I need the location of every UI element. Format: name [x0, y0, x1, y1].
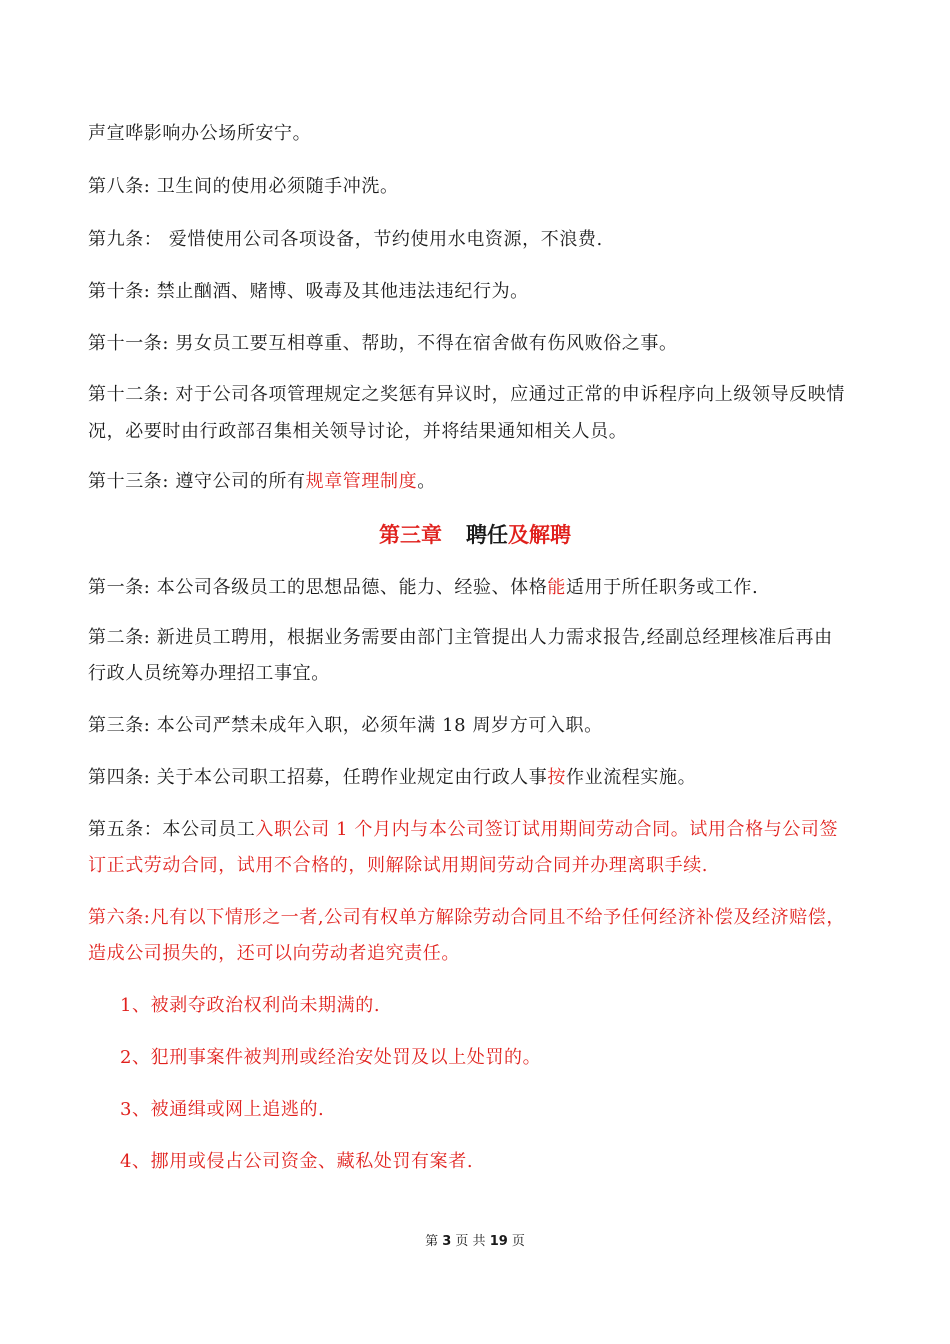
paragraph-line: 声宣哗影响办公场所安宁。: [88, 123, 312, 144]
chapter-name-part1: 聘任: [466, 523, 508, 547]
article-9: 第九条： 爱惜使用公司各项设备，节约使用水电资源，不浪费.: [88, 229, 603, 250]
current-page-number: 3: [442, 1234, 452, 1249]
list-item: 4、挪用或侵占公司资金、藏私处罚有案者.: [120, 1151, 474, 1172]
list-item: 2、犯刑事案件被判刑或经治安处罚及以上处罚的。: [120, 1047, 542, 1068]
chapter-name-part2: 及解聘: [508, 523, 571, 547]
chapter3-article-5-line-1: [88, 818, 838, 842]
chapter-number: 第三章: [379, 523, 442, 547]
chapter3-article-5-line-2: 订正式劳动合同，试用不合格的，则解除试用期间劳动合同并办理离职手续.: [88, 855, 709, 876]
article-13-highlight: 规章管理制度: [305, 471, 418, 492]
footer-middle: 页 共: [455, 1234, 486, 1249]
article-11: 第十一条: 男女员工要互相尊重、帮助，不得在宿舍做有伤风败俗之事。: [88, 333, 678, 354]
chapter3-article-4: [88, 766, 696, 790]
total-page-number: 19: [489, 1234, 508, 1249]
article-13-text: 第十三条: 遵守公司的所有: [88, 471, 306, 492]
article-10: 第十条: 禁止酗酒、赌博、吸毒及其他违法违纪行为。: [88, 281, 529, 302]
chapter3-article-2-line-2: 行政人员统筹办理招工事宜。: [88, 663, 330, 684]
article-13: [88, 470, 436, 494]
chapter-title: [0, 519, 950, 549]
page-footer: [0, 1230, 950, 1249]
chapter3-article-6-line-1: 第六条:凡有以下情形之一者,公司有权单方解除劳动合同且不给予任何经济补偿及经济赔偿，: [88, 907, 845, 928]
article-12-line-1: 第十二条: 对于公司各项管理规定之奖惩有异议时，应通过正常的申诉程序向上级领导反映情: [88, 384, 845, 405]
list-item: 3、被通缉或网上追逃的.: [120, 1099, 325, 1120]
article-1-end: 适用于所任职务或工作.: [566, 577, 759, 598]
footer-suffix: 页: [511, 1234, 525, 1249]
chapter3-article-3: 第三条: 本公司严禁未成年入职，必须年满 18 周岁方可入职。: [88, 715, 603, 736]
chapter3-article-6-line-2: 造成公司损失的，还可以向劳动者追究责任。: [88, 943, 460, 964]
article-5-highlight: 入职公司 1 个月内与本公司签订试用期间劳动合同。试用合格与公司签: [255, 819, 839, 840]
chapter3-article-1: [88, 576, 758, 600]
article-4-text: 第四条: 关于本公司职工招募，任聘作业规定由行政人事: [88, 767, 548, 788]
article-8: 第八条: 卫生间的使用必须随手冲洗。: [88, 176, 399, 197]
article-12-line-2: 况，必要时由行政部召集相关领导讨论，并将结果通知相关人员。: [88, 421, 628, 442]
article-13-end: 。: [417, 471, 436, 492]
article-4-end: 作业流程实施。: [566, 767, 697, 788]
article-1-highlight: 能: [547, 577, 566, 598]
article-1-text: 第一条: 本公司各级员工的思想品德、能力、经验、体格: [88, 577, 548, 598]
article-4-highlight: 按: [547, 767, 566, 788]
article-5-text: 第五条：本公司员工: [88, 819, 256, 840]
chapter3-article-2-line-1: 第二条: 新进员工聘用，根据业务需要由部门主管提出人力需求报告,经副总经理核准后再由: [88, 627, 833, 648]
footer-prefix: 第: [425, 1234, 439, 1249]
list-item: 1、被剥夺政治权利尚未期满的.: [120, 995, 381, 1016]
